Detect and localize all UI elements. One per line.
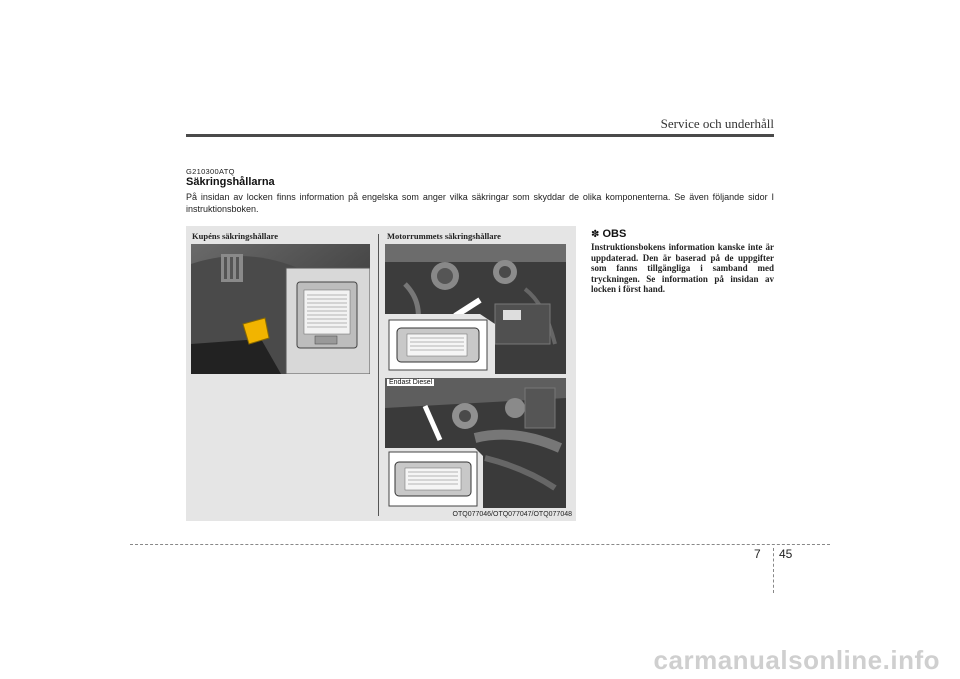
note-title: [591, 228, 774, 240]
section-title: Säkringshållarna: [186, 176, 275, 188]
section-code: G210300ATQ: [186, 167, 235, 176]
figure-reference-code: OTQ077046/OTQ077047/OTQ077048: [452, 511, 572, 518]
note-body: Instruktionsbokens information kanske inte är uppdaterad. Den är baserad på de uppgifter som fanns tillgängliga i samband med tryckningen. Se information på insidan av locken i först hand.: [591, 242, 774, 294]
section-body: På insidan av locken finns information på engelska som anger vilka säkringar som skyddar de olika komponenterna. Se även följande sidor I instruktionsboken.: [186, 192, 774, 214]
chapter-number: 7: [754, 547, 761, 561]
figure-label-engine: Motorrummets säkringshållare: [387, 231, 501, 241]
fuse-box-figure: [186, 226, 576, 521]
footer-vertical-rule: [773, 548, 774, 593]
page-header-title: Service och underhåll: [660, 116, 774, 131]
note-block: [591, 228, 774, 295]
figure-divider: [378, 234, 379, 516]
header-rule: [186, 134, 774, 137]
note-star-icon: ✽: [591, 229, 600, 240]
note-title-text: OBS: [602, 228, 627, 240]
cabin-fuse-box-photo: [191, 244, 370, 374]
engine-fuse-box-photo: [385, 244, 566, 374]
diesel-engine-fuse-box-photo: [385, 378, 566, 508]
footer-rule: [130, 544, 830, 545]
diesel-only-label: Endast Diesel: [389, 379, 433, 386]
watermark: carmanualsonline.info: [653, 645, 940, 675]
page-number: 45: [779, 547, 793, 561]
figure-label-cabin: Kupéns säkringshållare: [192, 231, 279, 241]
